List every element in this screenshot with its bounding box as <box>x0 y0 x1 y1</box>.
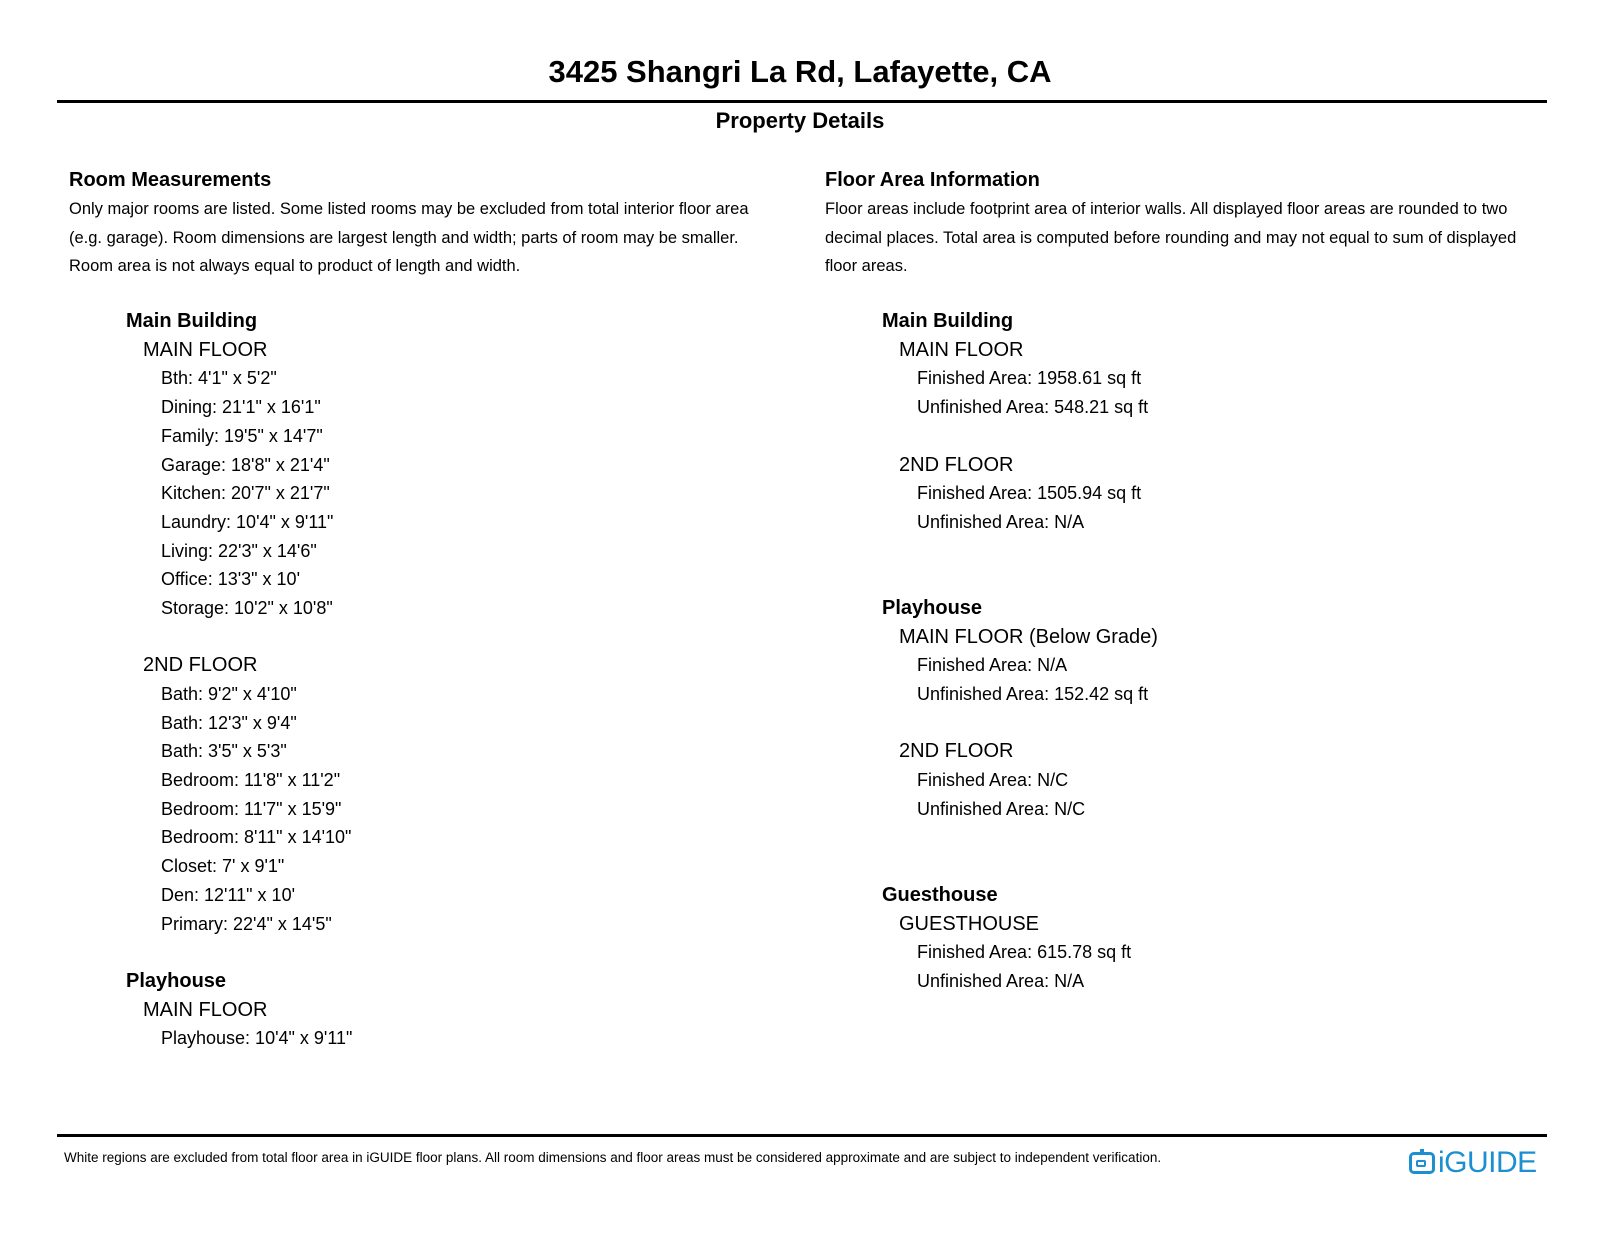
floor-heading: 2ND FLOOR <box>899 740 1014 763</box>
unfinished-area: Unfinished Area: N/A <box>917 970 1085 991</box>
room-list <box>69 307 789 1053</box>
building-heading: Guesthouse <box>882 883 998 906</box>
description-line: (e.g. garage). Room dimensions are largest length and width; parts of room may be smaller. <box>69 228 739 247</box>
unfinished-area: Unfinished Area: N/A <box>917 511 1085 532</box>
room-item: Primary: 22'4" x 14'5" <box>161 913 332 934</box>
floor-area-section <box>825 165 1555 996</box>
room-item: Bath: 9'2" x 4'10" <box>161 684 297 705</box>
finished-area: Finished Area: 615.78 sq ft <box>917 942 1132 963</box>
building-heading: Playhouse <box>882 596 983 619</box>
section-title: Room Measurements <box>69 169 272 191</box>
building-heading: Main Building <box>882 310 1014 333</box>
description-line: Floor areas include footprint area of interior walls. All displayed floor areas are rounded to two <box>825 200 1508 218</box>
description-line: floor areas. <box>825 257 908 276</box>
room-item: Storage: 10'2" x 10'8" <box>161 597 333 618</box>
header-divider <box>57 100 1547 103</box>
floor-heading: GUESTHOUSE <box>899 912 1040 935</box>
room-item: Playhouse: 10'4" x 9'11" <box>161 1028 353 1049</box>
logo-text: iGUIDE <box>1438 1146 1537 1179</box>
room-item: Bedroom: 11'7" x 15'9" <box>161 798 342 819</box>
room-item: Laundry: 10'4" x 9'11" <box>161 511 334 532</box>
page-title: 3425 Shangri La Rd, Lafayette, CA <box>548 54 1052 89</box>
floor-heading: MAIN FLOOR (Below Grade) <box>899 625 1158 648</box>
section-description <box>69 195 789 281</box>
room-item: Den: 12'11" x 10' <box>161 884 296 905</box>
description-line: decimal places. Total area is computed before rounding and may not equal to sum of displayed <box>825 228 1517 247</box>
room-measurements-section <box>69 165 789 1053</box>
floor-heading: MAIN FLOOR <box>143 338 268 361</box>
room-item: Closet: 7' x 9'1" <box>161 856 285 877</box>
room-item: Family: 19'5" x 14'7" <box>161 425 323 446</box>
room-item: Bth: 4'1" x 5'2" <box>161 368 277 389</box>
floor-heading: 2ND FLOOR <box>899 453 1014 476</box>
footer-disclaimer: White regions are excluded from total floor area in iGUIDE floor plans. All room dimensions and floor areas must be considered approximate and are subject to independent verification. <box>64 1150 1162 1165</box>
room-item: Dining: 21'1" x 16'1" <box>161 397 321 418</box>
unfinished-area: Unfinished Area: 548.21 sq ft <box>917 397 1149 418</box>
room-item: Bath: 12'3" x 9'4" <box>161 712 297 733</box>
room-item: Office: 13'3" x 10' <box>161 569 301 590</box>
room-item: Bedroom: 8'11" x 14'10" <box>161 827 352 848</box>
footer-divider <box>57 1134 1547 1137</box>
building-heading: Playhouse <box>126 969 227 992</box>
finished-area: Finished Area: N/A <box>917 655 1068 676</box>
description-line: Room area is not always equal to product of length and width. <box>69 257 521 276</box>
room-item: Living: 22'3" x 14'6" <box>161 540 317 561</box>
camera-icon <box>1409 1152 1435 1174</box>
finished-area: Finished Area: 1505.94 sq ft <box>917 483 1142 504</box>
description-line: Only major rooms are listed. Some listed rooms may be excluded from total interior floor area <box>69 200 749 218</box>
floor-heading: MAIN FLOOR <box>143 998 268 1021</box>
room-item: Bath: 3'5" x 5'3" <box>161 741 287 762</box>
section-title: Floor Area Information <box>825 169 1040 191</box>
floor-heading: 2ND FLOOR <box>143 654 258 677</box>
area-list <box>825 307 1555 996</box>
unfinished-area: Unfinished Area: N/C <box>917 798 1086 819</box>
room-item: Bedroom: 11'8" x 11'2" <box>161 770 341 791</box>
room-item: Kitchen: 20'7" x 21'7" <box>161 483 330 504</box>
page-subtitle: Property Details <box>715 108 885 133</box>
room-item: Garage: 18'8" x 21'4" <box>161 454 330 475</box>
finished-area: Finished Area: N/C <box>917 770 1069 791</box>
finished-area: Finished Area: 1958.61 sq ft <box>917 368 1142 389</box>
building-heading: Main Building <box>126 310 258 333</box>
section-description <box>825 195 1555 281</box>
unfinished-area: Unfinished Area: 152.42 sq ft <box>917 684 1149 705</box>
floor-heading: MAIN FLOOR <box>899 338 1024 361</box>
iguide-logo <box>1409 1147 1537 1179</box>
